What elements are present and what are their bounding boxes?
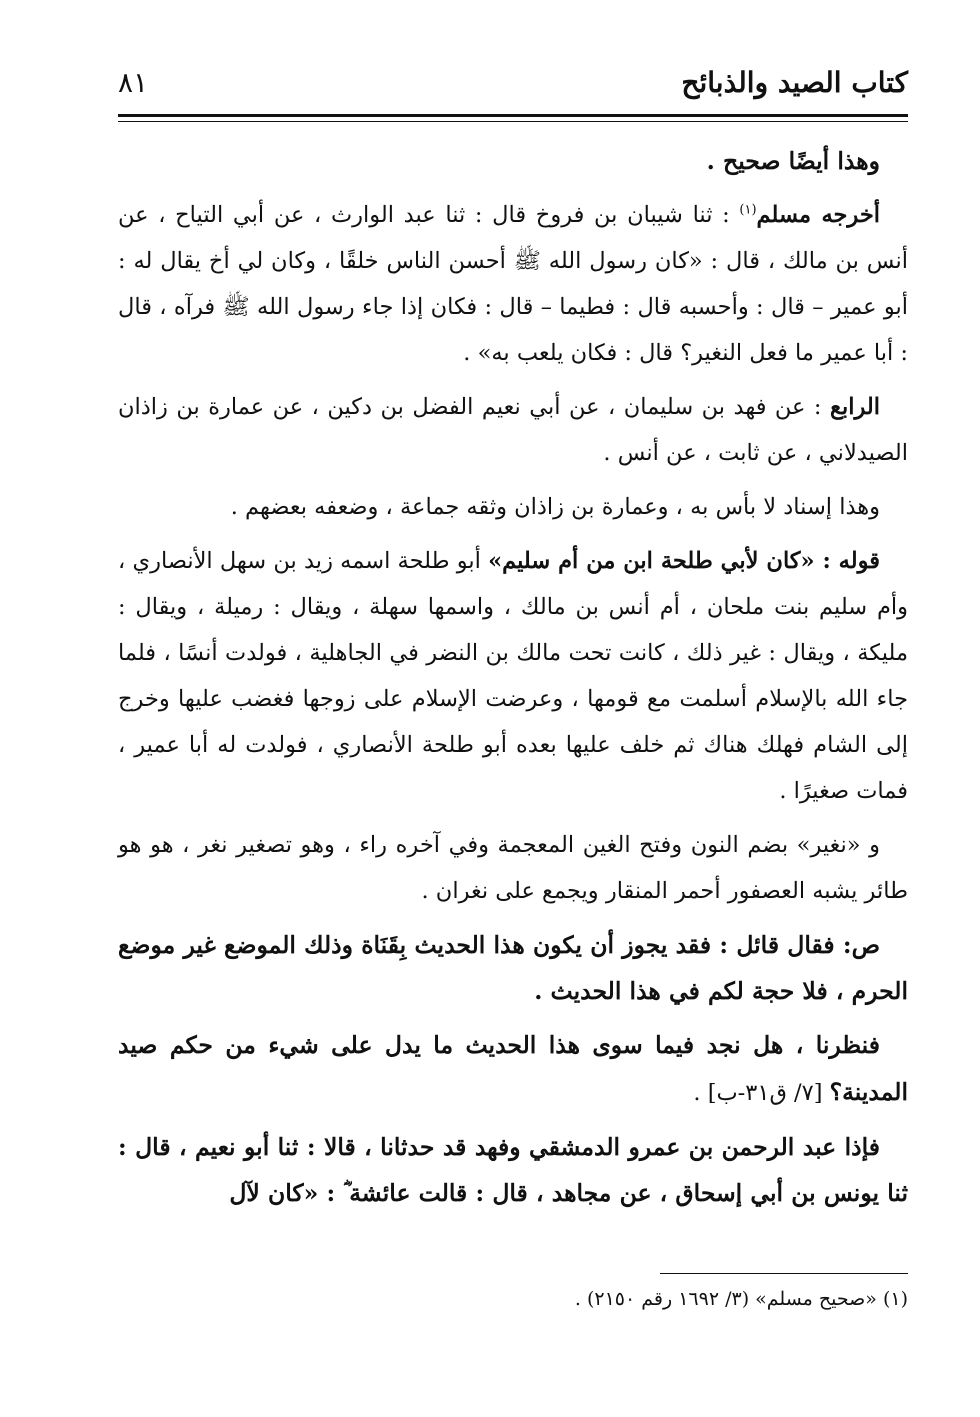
paragraph-6: و «نغير» بضم النون وفتح الغين المعجمة وفي آخره راء ، وهو تصغير نغر ، هو هو طائر يشبه العصفور أحمر المنقار ويجمع على نغران . bbox=[118, 832, 908, 904]
running-title: كتاب الصيد والذبائح bbox=[681, 66, 908, 99]
paragraph-3 bbox=[118, 384, 908, 476]
page-header bbox=[118, 58, 908, 108]
paragraph-2 bbox=[118, 192, 908, 376]
footnote-rule bbox=[660, 1273, 908, 1274]
paragraph-4: وهذا إسناد لا بأس به ، وعمارة بن زاذان وثقه جماعة ، وضعفه بعضهم . bbox=[230, 494, 880, 520]
header-rule-thick bbox=[118, 114, 908, 117]
paragraph-3-text: : عن فهد بن سليمان ، عن أبي نعيم الفضل بن دكين ، عن عمارة بن زاذان الصيدلاني ، عن ثابت ، عن أنس . bbox=[118, 394, 908, 466]
paragraph-8-text: فنظرنا ، هل نجد فيما سوى هذا الحديث ما يدل على شيء من حكم صيد المدينة؟ bbox=[118, 1031, 908, 1106]
paragraph-9: فإذا عبد الرحمن بن عمرو الدمشقي وفهد قد حدثانا ، قالا : ثنا أبو نعيم ، قال : ثنا يونس بن أبي إسحاق ، عن مجاهد ، قال : قالت عائشة ؓ : «كان لآل bbox=[118, 1133, 908, 1207]
paragraph-8 bbox=[118, 1022, 908, 1116]
paragraph-1: وهذا أيضًا صحيح . bbox=[706, 147, 880, 175]
manuscript-reference: [٧/ ق٣١-ب] . bbox=[693, 1080, 830, 1106]
page-number: ٨١ bbox=[118, 66, 149, 99]
paragraph-2-lead: أخرجه مسلم bbox=[756, 202, 880, 228]
header-rule-thin bbox=[118, 121, 908, 122]
paragraph-5-text: أبو طلحة اسمه زيد بن سهل الأنصاري ، وأم سليم بنت ملحان ، أم أنس بن مالك ، واسمها سهلة ، ويقال : رميلة ، ويقال : مليكة ، ويقال : غير ذلك ، كانت تحت مالك بن النضر في الجاهلية ، فولدت أنسًا ، فلما جاء الله بالإسلام أسلمت مع قومها ، وعرضت الإسلام على زوجها فغضب عليها وخرج إلى الشام فهلك هناك ثم خلف عليها بعده أبو طلحة الأنصاري ، فولدت له أبا عمير ، فمات صغيرًا . bbox=[118, 548, 908, 804]
paragraph-2-text: : ثنا شيبان بن فروخ قال : ثنا عبد الوارث ، عن أبي التياح ، عن أنس بن مالك ، قال : «كان رسول الله ﷺ أحسن الناس خلقًا ، وكان لي أخ يقال له : أبو عمير – قال : وأحسبه قال : فطيما – قال : فكان إذا جاء رسول الله ﷺ فرآه ، قال : أبا عمير ما فعل النغير؟ قال : فكان يلعب به» . bbox=[118, 202, 908, 366]
paragraph-5 bbox=[118, 538, 908, 814]
paragraph-3-lead: الرابع bbox=[829, 394, 880, 420]
footnote: (١) «صحيح مسلم» (٣/ ١٦٩٢ رقم ٢١٥٠) . bbox=[574, 1288, 908, 1310]
paragraph-5-lead: قوله : «كان لأبي طلحة ابن من أم سليم» bbox=[488, 548, 880, 574]
paragraph-7: ص: فقال قائل : فقد يجوز أن يكون هذا الحديث بِقَنَاة وذلك الموضع غير موضع الحرم ، فلا حجة لكم في هذا الحديث . bbox=[118, 931, 908, 1005]
footnote-marker: (١) bbox=[739, 202, 757, 218]
page-body bbox=[118, 138, 908, 1224]
